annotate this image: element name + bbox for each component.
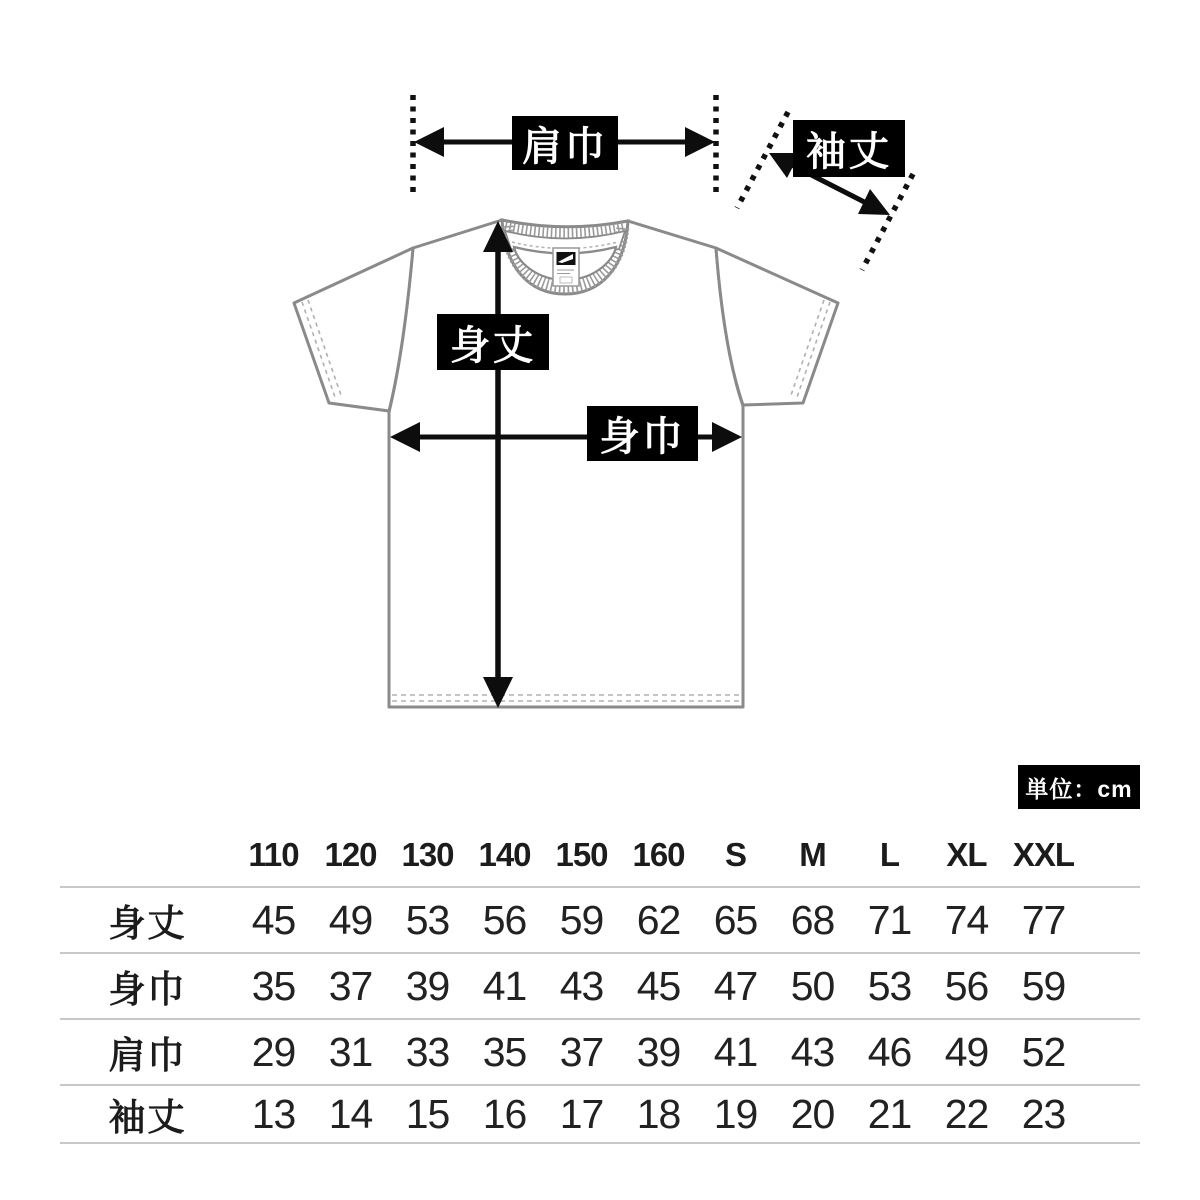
size-value-cell: 43 — [559, 962, 604, 1009]
size-value-cell: 65 — [713, 896, 758, 943]
table-row — [60, 888, 1140, 954]
size-column-header: XL — [946, 836, 987, 873]
size-column-header: 140 — [478, 836, 531, 873]
size-column-header: M — [799, 836, 826, 873]
size-value-cell: 59 — [559, 896, 604, 943]
size-value-cell: 45 — [636, 962, 681, 1009]
size-value-cell: 46 — [867, 1028, 912, 1075]
guide-dotted-lower — [862, 174, 913, 270]
table-row — [60, 954, 1140, 1020]
size-value-cell: 43 — [790, 1028, 835, 1075]
tshirt-left-sleeve — [294, 248, 413, 411]
size-value-cell: 49 — [328, 896, 373, 943]
table-header-row — [60, 824, 1140, 888]
size-value-cell: 22 — [944, 1090, 989, 1137]
size-value-cell: 56 — [944, 962, 989, 1009]
size-value-cell: 35 — [251, 962, 296, 1009]
size-value-cell: 53 — [405, 896, 450, 943]
size-value-cell: 41 — [713, 1028, 758, 1075]
size-value-cell: 39 — [636, 1028, 681, 1075]
sleeve-length-label: 袖丈 — [793, 120, 905, 177]
size-value-cell: 29 — [251, 1028, 296, 1075]
size-value-cell: 53 — [867, 962, 912, 1009]
body-length-label: 身丈 — [437, 314, 549, 370]
arrowhead-left-icon — [414, 127, 444, 157]
size-value-cell: 20 — [790, 1090, 835, 1137]
arrowhead-right-icon — [685, 127, 715, 157]
size-column-header: 160 — [632, 836, 685, 873]
size-value-cell: 50 — [790, 962, 835, 1009]
size-value-cell: 52 — [1021, 1028, 1066, 1075]
size-value-cell: 13 — [251, 1090, 296, 1137]
size-column-header: 130 — [401, 836, 454, 873]
size-value-cell: 15 — [405, 1090, 450, 1137]
size-column-header: 120 — [324, 836, 377, 873]
size-value-cell: 23 — [1021, 1090, 1066, 1137]
size-value-cell: 37 — [328, 962, 373, 1009]
size-value-cell: 77 — [1021, 896, 1066, 943]
size-table — [60, 824, 1140, 1144]
size-value-cell: 49 — [944, 1028, 989, 1075]
size-value-cell: 59 — [1021, 962, 1066, 1009]
size-value-cell: 33 — [405, 1028, 450, 1075]
size-value-cell: 17 — [559, 1090, 604, 1137]
size-value-cell: 19 — [713, 1090, 758, 1137]
row-label: 肩巾 — [108, 1035, 187, 1076]
neck-tag — [553, 248, 579, 286]
size-column-header: XXL — [1012, 836, 1075, 873]
size-column-header: 150 — [555, 836, 608, 873]
size-value-cell: 16 — [482, 1090, 527, 1137]
size-value-cell: 62 — [636, 896, 681, 943]
size-column-header: 110 — [248, 836, 299, 873]
size-column-header: L — [879, 836, 900, 873]
size-value-cell: 47 — [713, 962, 758, 1009]
shoulder-width-label: 肩巾 — [512, 116, 618, 170]
unit-badge: 単位：cm — [1018, 765, 1140, 809]
row-label: 身巾 — [108, 969, 187, 1010]
size-value-cell: 41 — [482, 962, 527, 1009]
size-value-cell: 35 — [482, 1028, 527, 1075]
body-width-label: 身巾 — [587, 406, 698, 461]
size-column-header: S — [724, 836, 746, 873]
table-row — [60, 1086, 1140, 1144]
size-value-cell: 14 — [328, 1090, 373, 1137]
size-value-cell: 68 — [790, 896, 835, 943]
row-label: 袖丈 — [108, 1097, 187, 1138]
size-value-cell: 45 — [251, 896, 296, 943]
size-value-cell: 74 — [944, 896, 989, 943]
size-value-cell: 31 — [328, 1028, 373, 1075]
size-value-cell: 71 — [867, 896, 912, 943]
row-label: 身丈 — [108, 903, 187, 944]
size-value-cell: 39 — [405, 962, 450, 1009]
size-value-cell: 56 — [482, 896, 527, 943]
size-value-cell: 37 — [559, 1028, 604, 1075]
table-row — [60, 1020, 1140, 1086]
size-value-cell: 18 — [636, 1090, 681, 1137]
size-value-cell: 21 — [867, 1090, 912, 1137]
